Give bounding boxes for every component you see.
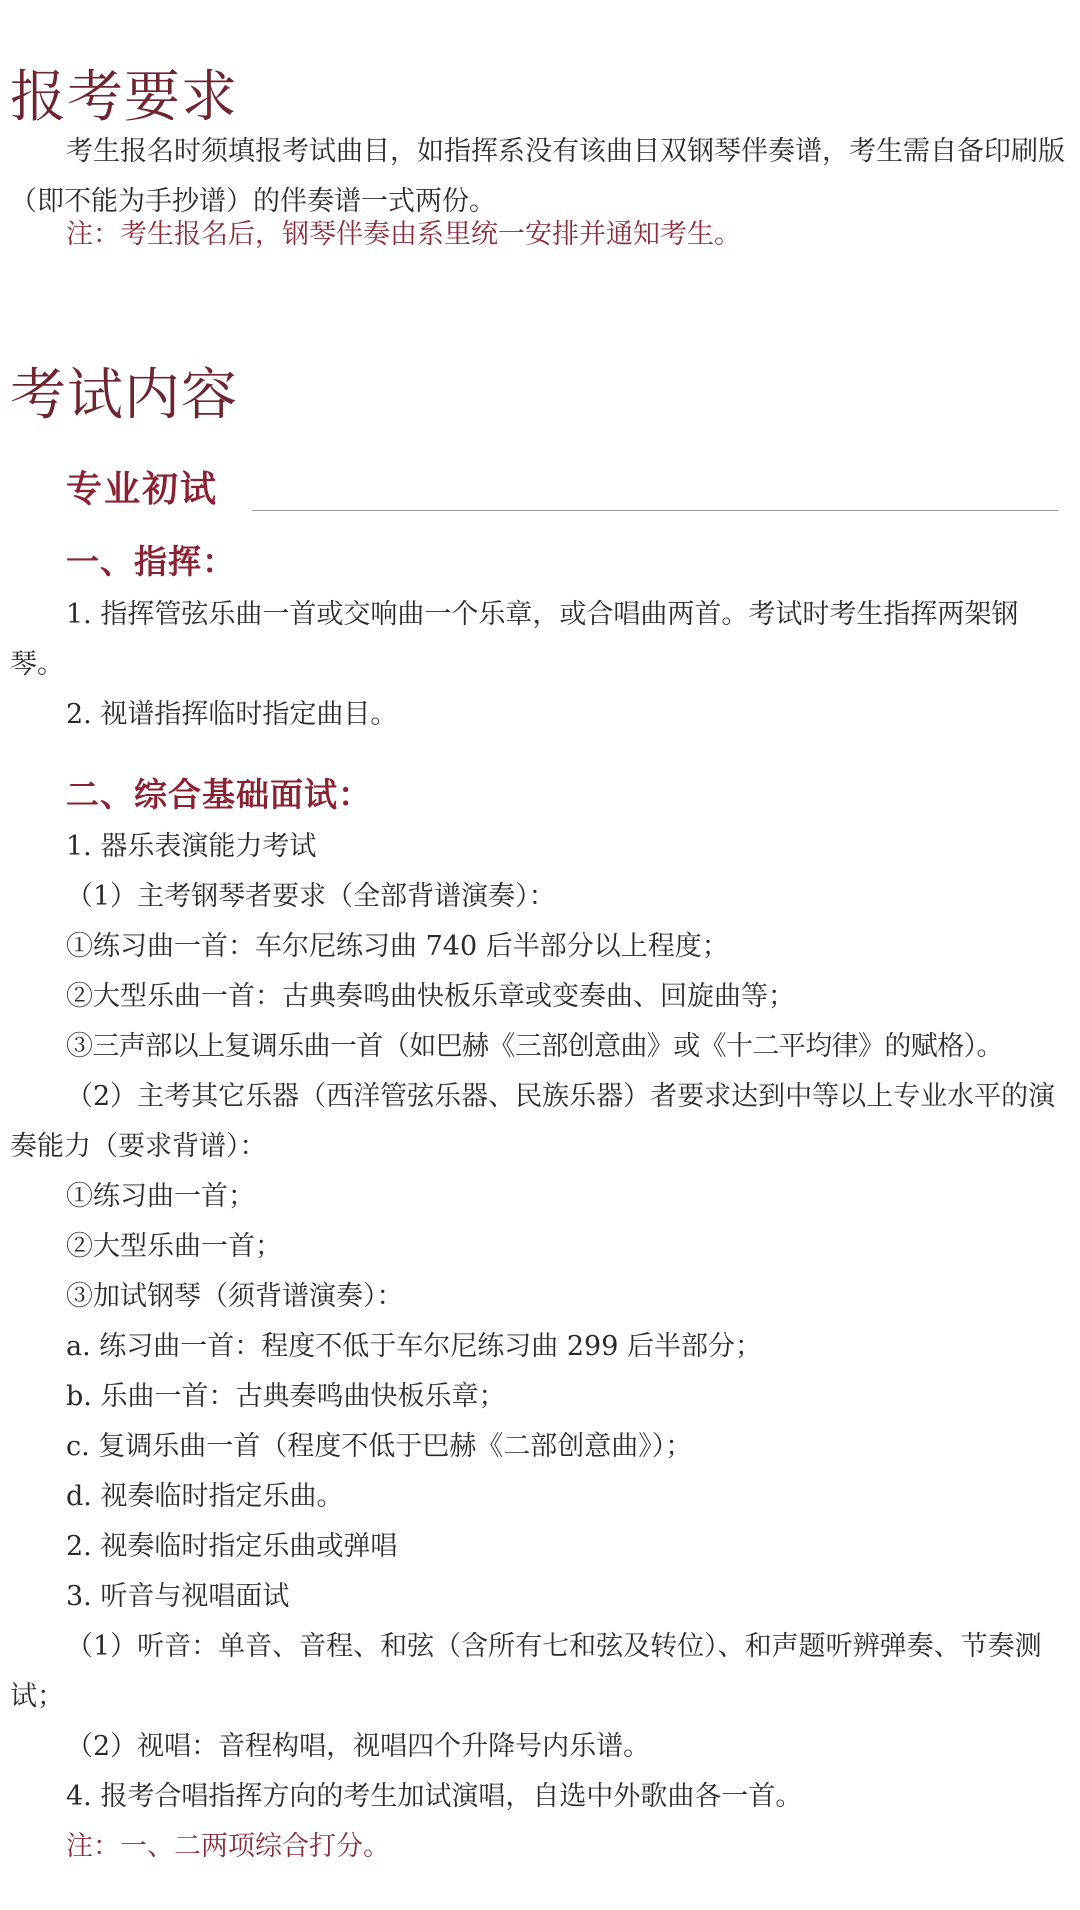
- registration-heading: 报考要求: [10, 65, 238, 130]
- comprehensive-line: ①练习曲一首：车尔尼练习曲 740 后半部分以上程度；: [66, 931, 729, 962]
- comprehensive-line: 3. 听音与视唱面试: [66, 1581, 290, 1612]
- comprehensive-line: ①练习曲一首；: [66, 1181, 255, 1212]
- comprehensive-line: 4. 报考合唱指挥方向的考生加试演唱，自选中外歌曲各一首。: [66, 1781, 803, 1812]
- comprehensive-line: ②大型乐曲一首；: [66, 1231, 282, 1262]
- comprehensive-title: 二、综合基础面试：: [66, 775, 372, 814]
- comprehensive-note: 注：一、二两项综合打分。: [66, 1831, 390, 1862]
- comprehensive-line: ③加试钢琴（须背谱演奏）：: [66, 1281, 404, 1312]
- comprehensive-line: ②大型乐曲一首：古典奏鸣曲快板乐章或变奏曲、回旋曲等；: [66, 981, 795, 1012]
- conducting-item-2: 2. 视谱指挥临时指定曲目。: [66, 699, 398, 730]
- registration-body: 考生报名时须填报考试曲目，如指挥系没有该曲目双钢琴伴奏谱，考生需自备印刷版（即不能为手抄谱）的伴奏谱一式两份。: [10, 136, 1065, 217]
- comprehensive-line: b. 乐曲一首：古典奏鸣曲快板乐章；: [66, 1381, 506, 1412]
- comprehensive-line: 2. 视奏临时指定乐曲或弹唱: [66, 1531, 398, 1562]
- content-heading: 考试内容: [10, 363, 238, 428]
- registration-note: 注：考生报名后，钢琴伴奏由系里统一安排并通知考生。: [66, 219, 741, 250]
- comprehensive-line: a. 练习曲一首：程度不低于车尔尼练习曲 299 后半部分；: [66, 1331, 762, 1362]
- listening-requirement: （1）听音：单音、音程、和弦（含所有七和弦及转位）、和声题听辨弹奏、节奏测试；: [10, 1631, 1042, 1712]
- comprehensive-line: 1. 器乐表演能力考试: [66, 831, 317, 862]
- comprehensive-line: d. 视奏临时指定乐曲。: [66, 1481, 344, 1512]
- comprehensive-line: ③三声部以上复调乐曲一首（如巴赫《三部创意曲》或《十二平均律》的赋格）。: [66, 1031, 1003, 1062]
- other-instruments-requirement: （2）主考其它乐器（西洋管弦乐器、民族乐器）者要求达到中等以上专业水平的演奏能力（要求背谱）：: [10, 1081, 1056, 1162]
- conducting-title: 一、指挥：: [66, 542, 236, 581]
- section-title-rule: [252, 510, 1058, 511]
- comprehensive-line: （2）视唱：音程构唱，视唱四个升降号内乐谱。: [66, 1731, 651, 1762]
- comprehensive-line: c. 复调乐曲一首（程度不低于巴赫《二部创意曲》）；: [66, 1431, 693, 1462]
- comprehensive-line: （1）主考钢琴者要求（全部背谱演奏）：: [66, 881, 556, 912]
- conducting-item-1: 1. 指挥管弦乐曲一首或交响曲一个乐章，或合唱曲两首。考试时考生指挥两架钢琴。: [10, 599, 1019, 680]
- section-title-preliminary: 专业初试: [66, 469, 219, 510]
